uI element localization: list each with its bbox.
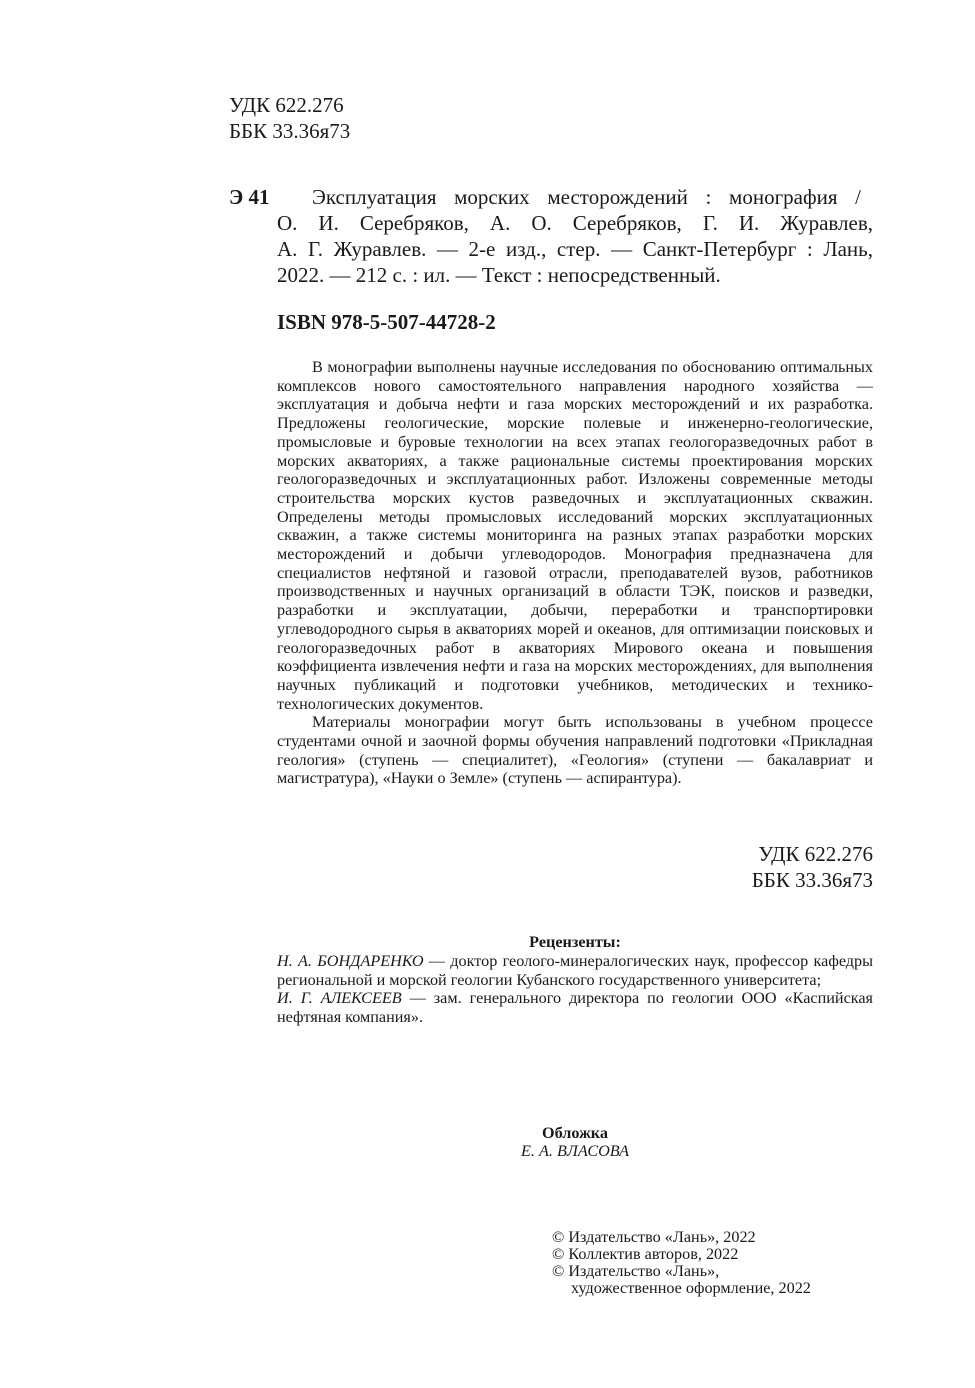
- copyright-line-2: © Коллектив авторов, 2022: [552, 1245, 739, 1263]
- reviewer-2: [277, 989, 873, 1026]
- isbn: ISBN 978-5-507-44728-2: [277, 310, 496, 334]
- bottom-udk-code: УДК 622.276: [758, 842, 873, 866]
- reviewer-2-name: И. Г. АЛЕКСЕЕВ: [277, 989, 402, 1008]
- entry-line-2: О. И. Серебряков, А. О. Серебряков, Г. И. Журавлев,: [277, 211, 873, 235]
- cover-designer: Е. А. ВЛАСОВА: [521, 1142, 629, 1160]
- author-mark: Э 41: [229, 185, 270, 209]
- top-udk-code: УДК 622.276: [229, 93, 344, 117]
- reviewer-1-text: — доктор геолого-минералогических наук, профессор кафедры региональной и морской геологии Кубанского государственного университета;: [277, 952, 873, 989]
- reviewers-list: [277, 952, 873, 1027]
- copyright-line-3: © Издательство «Лань»,: [552, 1262, 720, 1280]
- entry-line-1: Эксплуатация морских месторождений : монография /: [312, 185, 861, 209]
- reviewer-1-name: Н. А. БОНДАРЕНКО: [277, 952, 424, 970]
- abstract: [277, 358, 873, 788]
- copyright-line-4: художественное оформление, 2022: [571, 1279, 811, 1297]
- abstract-paragraph-1: В монографии выполнены научные исследования по обоснованию оптимальных комплексов нового самостоятельного направления народного хозяйства — эксплуатация и добыча нефти и газа морских месторождений и их разработка. Предложены геологические, морские полевые и инженерно-геологические, промысловые и буровые технологии на всех этапах геологоразведочных работ в морских акваториях, а также рациональные системы проектирования морских геологоразведочных и эксплуатационных работ. Изложены современные методы строительства морских кустов разведочных и эксплуатационных скважин. Определены методы промысловых исследований морских эксплуатационных скважин, а также системы мониторинга на разных этапах разработки морских месторождений и добычи углеводородов. Монография предназначена для специалистов нефтяной и газовой отрасли, преподавателей вузов, работников производственных и научных организаций в области ТЭК, поисков и разведки, разработки и эксплуатации, добычи, переработки и транспортировки углеводородного сырья в акваториях морей и океанов, для оптимизации поисковых и геологоразведочных работ в акваториях Мирового океана и повышения коэффициента извлечения нефти и газа на морских месторождениях, для выполнения научных публикаций и подготовки учебников, методических и технико-технологических документов.: [277, 358, 873, 713]
- reviewer-1: [277, 952, 873, 989]
- reviewer-2-text: — зам. генерального директора по геологии ООО «Каспийская нефтяная компания».: [277, 989, 874, 1027]
- copyright-line-1: © Издательство «Лань», 2022: [552, 1228, 756, 1246]
- top-bbk-code: ББК 33.36я73: [229, 119, 351, 143]
- cover-heading: Обложка: [542, 1124, 608, 1142]
- bottom-bbk-code: ББК 33.36я73: [751, 868, 873, 892]
- entry-line-4: 2022. — 212 с. : ил. — Текст : непосредственный.: [277, 263, 721, 287]
- reviewers-heading: Рецензенты:: [529, 933, 621, 951]
- entry-line-3: А. Г. Журавлев. — 2-е изд., стер. — Санкт-Петербург : Лань,: [277, 237, 873, 261]
- abstract-paragraph-2: Материалы монографии могут быть использованы в учебном процессе студентами очной и заочной формы обучения направлений подготовки «Прикладная геология» (ступень — специалитет), «Геология» (ступени — бакалавриат и магистратура), «Науки о Земле» (ступень — аспирантура).: [277, 713, 873, 788]
